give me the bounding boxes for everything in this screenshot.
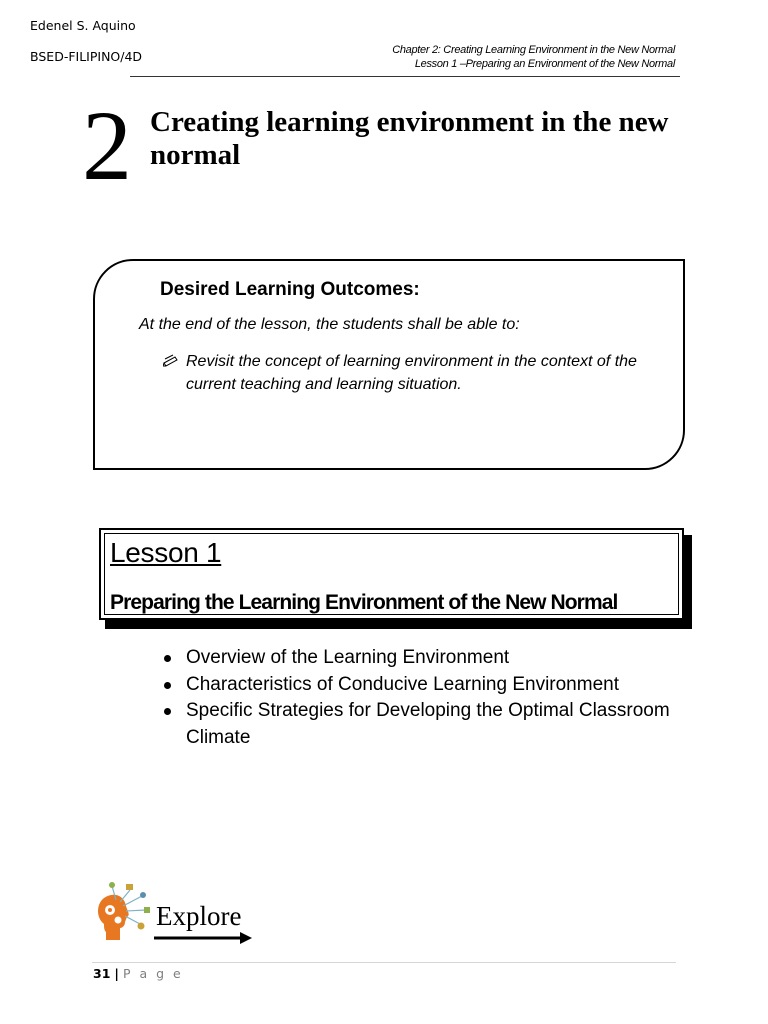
footer-separator: |: [114, 966, 119, 981]
chapter-number: 2: [82, 90, 132, 201]
header-divider: [130, 76, 680, 77]
running-header-lesson: Lesson 1 –Preparing an Environment of the New Normal: [414, 58, 675, 70]
head-gears-icon: [92, 880, 154, 950]
footer-divider: [92, 962, 676, 963]
arrow-right-icon: [154, 932, 252, 944]
course-section: BSED-FILIPINO/4D: [30, 49, 143, 64]
topic-text: Overview of the Learning Environment: [186, 647, 510, 668]
explore-label: Explore: [156, 901, 242, 931]
running-header: [392, 43, 675, 71]
topic-item: [162, 698, 702, 751]
lesson-title: Preparing the Learning Environment of the New Normal: [110, 591, 618, 614]
bullet-dot: [164, 682, 171, 689]
outcome-item: Revisit the concept of learning environment in the context of the current teaching and learning situation.: [186, 353, 637, 393]
page-word: P a g e: [122, 966, 184, 981]
topic-item: [162, 645, 702, 672]
running-header-chapter: Chapter 2: Creating Learning Environment in the New Normal: [392, 44, 675, 56]
bullet-dot: [164, 655, 171, 662]
topic-list: [162, 645, 702, 751]
lesson-label: Lesson 1: [110, 537, 222, 568]
pencil-icon: [163, 353, 179, 367]
topic-text: Specific Strategies for Developing the Optimal Classroom Climate: [186, 700, 670, 748]
author-name: Edenel S. Aquino: [30, 18, 136, 33]
topic-text: Characteristics of Conducive Learning Environment: [186, 673, 619, 695]
chapter-title: Creating learning environment in the new normal: [150, 106, 669, 171]
topic-item: [162, 672, 702, 699]
page-footer: [93, 966, 183, 981]
outcomes-title: Desired Learning Outcomes:: [160, 279, 420, 300]
page-number: 31: [93, 966, 111, 981]
outcomes-intro: At the end of the lesson, the students shall be able to:: [139, 316, 520, 333]
bullet-dot: [164, 708, 171, 715]
